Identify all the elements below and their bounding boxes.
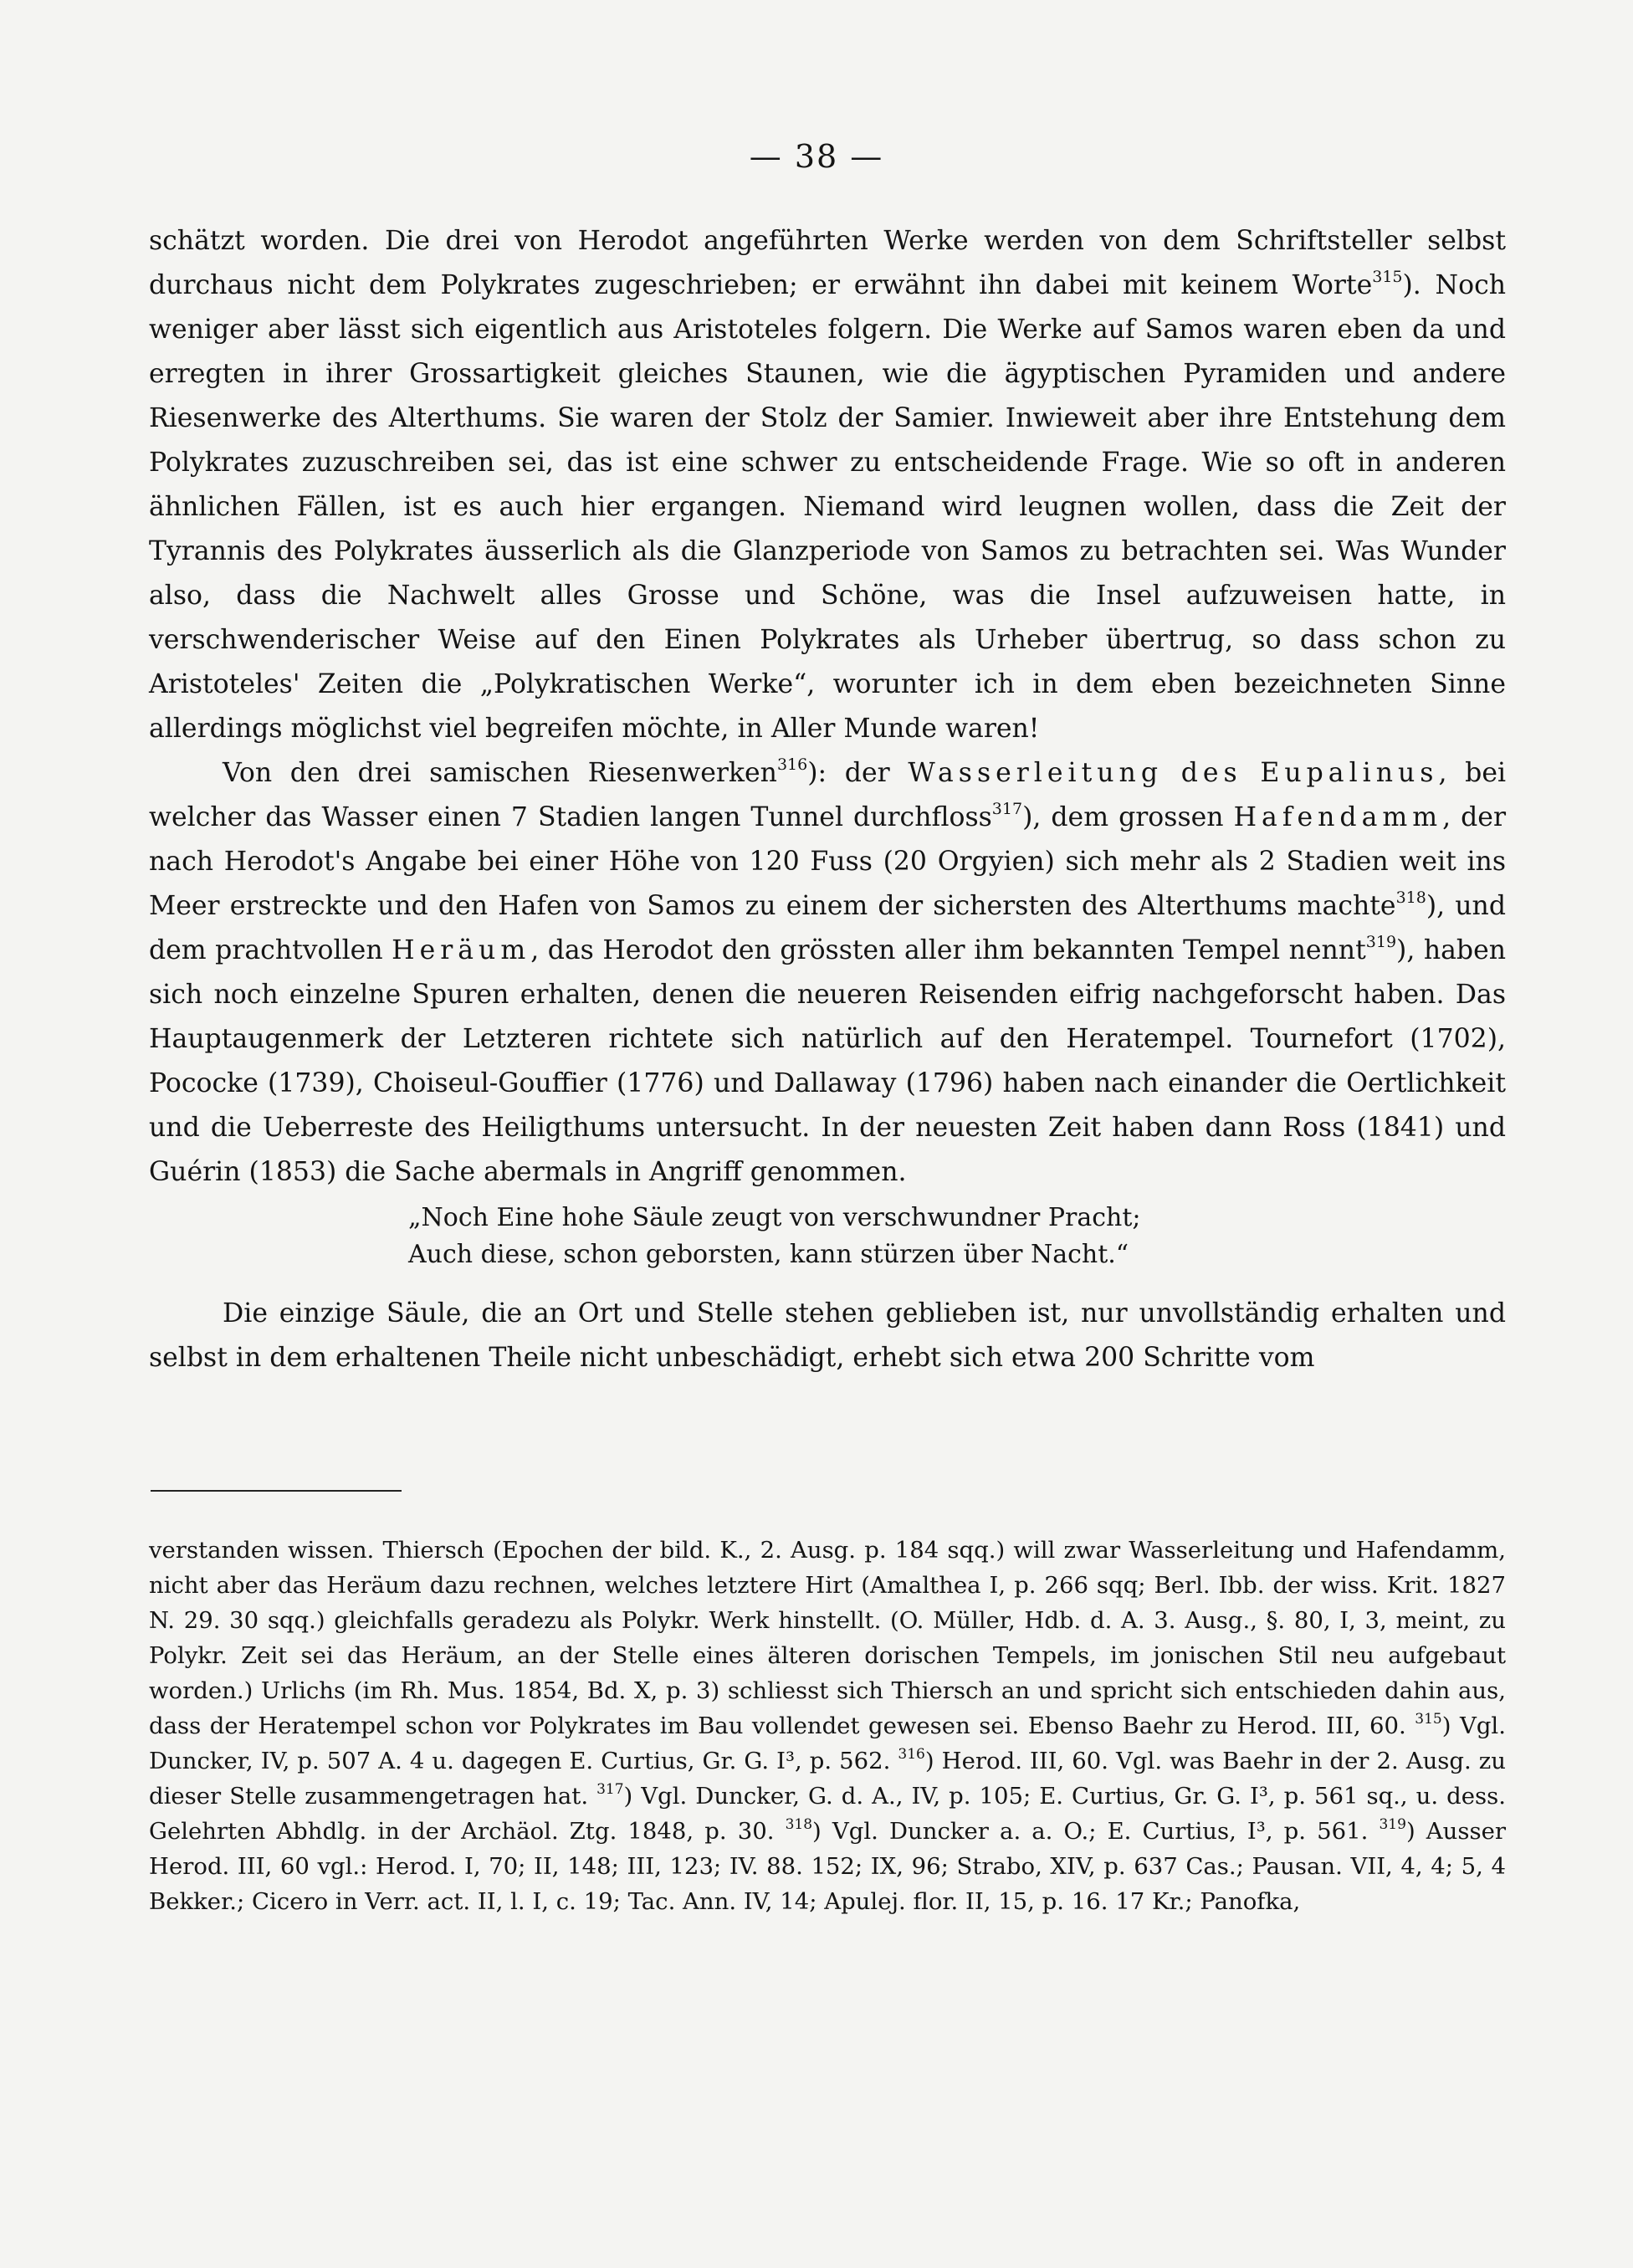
spaced-term: Heräum [392, 935, 531, 965]
paragraph-3: Die einzige Säule, die an Ort und Stelle stehen geblieben ist, nur unvollständig erhalten und selbst in dem erhaltenen Theile nicht unbeschädigt, erhebt sich etwa 200 Schritte vom [149, 1298, 1506, 1373]
footnote-number: 317 [596, 1781, 624, 1798]
main-text [149, 219, 1506, 1380]
paragraph-2: Von den drei samischen Riesenwerken$^{316}$): der Wasserleitung des Eupalinus, bei welcher das Wasser einen 7 Stadien langen Tunnel durchfloss$^{317}$), dem grossen Hafendamm, der nach Herodot's Angabe bei einer Höhe von 120 Fuss (20 Orgyien) sich mehr als 2 Stadien weit ins Meer erstreckte und den Hafen von Samos zu einem der sichersten des Alterthums machte$^{318}$), und dem prachtvollen Heräum, das Herodot den grössten aller ihm bekannten Tempel nennt$^{319}$), haben sich noch einzelne Spuren erhalten, denen die neueren Reisenden eifrig nachgeforscht haben. Das Hauptaugenmerk der Letzteren richtete sich natürlich auf den Heratempel. Tournefort (1702), Pococke (1739), Choiseul-Gouffier (1776) und Dallaway (1796) haben nach einander die Oertlichkeit und die Ueberreste des Heiligthums untersucht. In der neuesten Zeit haben dann Ross (1841) und Guérin (1853) die Sache abermals in Angriff genommen. [149, 755, 1507, 1187]
paragraph-1: schätzt worden. Die drei von Herodot angeführten Werke werden von dem Schriftsteller selbst durchaus nicht dem Polykrates zugeschrieben; er erwähnt ihn dabei mit keinem Worte$^{315}$). Noch weniger aber lässt sich eigentlich aus Aristoteles folgern. Die Werke auf Samos waren eben da und erregten in ihrer Grossartigkeit gleiches Staunen, wie die ägyptischen Pyramiden und andere Riesenwerke des Alterthums. Sie waren der Stolz der Samier. Inwieweit aber ihre Entstehung dem Polykrates zuzuschreiben sei, das ist eine schwer zu entscheidende Frage. Wie so oft in anderen ähnlichen Fällen, ist es auch hier ergangen. Niemand wird leugnen wollen, dass die Zeit der Tyrannis des Polykrates äusserlich als die Glanzperiode von Samos zu betrachten sei. Was Wunder also, dass die Nachwelt alles Grosse und Schöne, was die Insel aufzuweisen hatte, in verschwenderischer Weise auf den Einen Polykrates als Urheber übertrug, so dass schon zu Aristoteles' Zeiten die „Polykratischen Werke“, worunter ich in dem eben bezeichneten Sinne allerdings möglichst viel begreifen möchte, in Aller Munde waren! [149, 226, 1506, 744]
verse-line: Auch diese, schon geborsten, kann stürzen über Nacht.“ [408, 1240, 1129, 1269]
footnote-ref: 317 [991, 800, 1023, 818]
spaced-term: Hafendamm [1233, 802, 1443, 832]
footnote-ref: 318 [1395, 888, 1426, 907]
footnote-ref: 319 [1365, 933, 1397, 951]
footnote-number: 319 [1379, 1816, 1406, 1833]
footnote-number: 316 [898, 1746, 925, 1763]
footnote-divider [151, 1490, 402, 1492]
verse-quote [408, 1200, 1506, 1273]
footnote-ref: 315 [1372, 268, 1403, 286]
verse-line: „Noch Eine hohe Säule zeugt von verschwundner Pracht; [408, 1203, 1141, 1232]
spaced-term: Wasserleitung [908, 758, 1163, 788]
footnote-ref: 316 [776, 755, 808, 774]
footnote-text: verstanden wissen. Thiersch (Epochen der bild. K., 2. Ausg. p. 184 sqq.) will zwar Wasserleitung und Hafendamm, nicht aber das Heräum dazu rechnen, welches letztere Hirt (Amalthea I, p. 266 sqq; Berl. Ibb. der wiss. Krit. 1827 N. 29. 30 sqq.) gleichfalls geradezu als Polykr. Werk hinstellt. (O. Müller, Hdb. d. A. 3. Ausg., §. 80, I, 3, meint, zu Polykr. Zeit sei das Heräum, an der Stelle eines älteren dorischen Tempels, im jonischen Stil neu aufgebaut worden.) Urlichs (im Rh. Mus. 1854, Bd. X, p. 3) schliesst sich Thiersch an und spricht sich entschieden dahin aus, dass der Heratempel schon vor Polykrates im Bau vollendet gewesen sei. Ebenso Baehr zu Herod. III, 60. $^{315}$) Vgl. Duncker, IV, p. 507 A. 4 u. dagegen E. Curtius, Gr. G. I³, p. 562. $^{316}$) Herod. III, 60. Vgl. was Baehr in der 2. Ausg. zu dieser Stelle zusammengetragen hat. $^{317}$) Vgl. Duncker, G. d. A., IV, p. 105; E. Curtius, Gr. G. I³, p. 561 sq., u. dess. Gelehrten Abhdlg. in der Archäol. Ztg. 1848, p. 30. $^{318}$) Vgl. Duncker a. a. O.; E. Curtius, I³, p. 561. $^{319}$) Ausser Herod. III, 60 vgl.: Herod. I, 70; II, 148; III, 123; IV. 88. 152; IX, 96; Strabo, XIV, p. 637 Cas.; Pausan. VII, 4, 4; 5, 4 Bekker.; Cicero in Verr. act. II, l. I, c. 19; Tac. Ann. IV, 14; Apulej. flor. II, 15, p. 16. 17 Kr.; Panofka, [149, 1537, 1506, 1915]
page-number: — 38 — [749, 138, 884, 175]
footnote-number: 315 [1415, 1711, 1442, 1728]
footnote-number: 318 [785, 1816, 813, 1833]
spaced-term: Eupalinus [1260, 758, 1439, 788]
footnotes [149, 1533, 1506, 1919]
